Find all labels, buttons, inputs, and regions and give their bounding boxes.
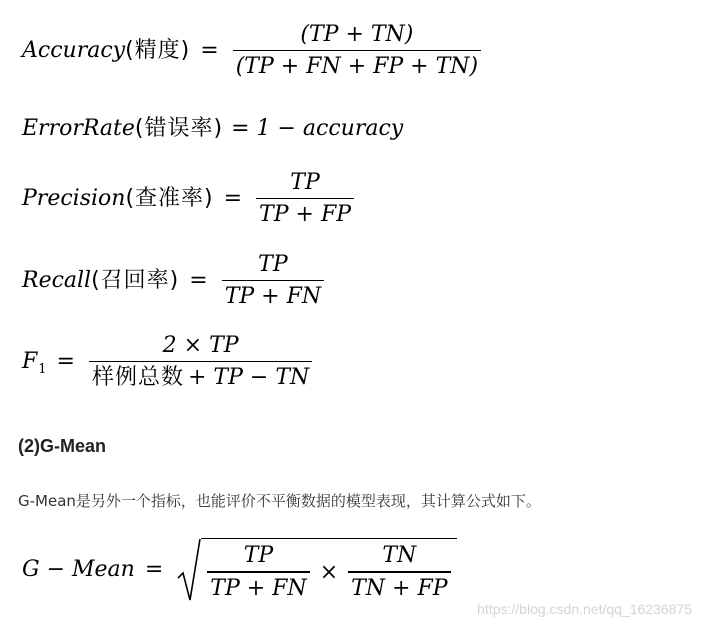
radical-sign-icon bbox=[177, 538, 201, 602]
gmean-fraction-2 bbox=[348, 545, 450, 599]
square-root-body bbox=[201, 538, 456, 602]
error-rate-formula bbox=[22, 118, 403, 140]
f1-numerator: 2 × TP bbox=[162, 333, 239, 358]
f1-fraction bbox=[89, 335, 312, 389]
fraction-bar bbox=[89, 361, 312, 362]
f1-lhs bbox=[22, 349, 47, 378]
fraction-bar bbox=[256, 198, 354, 199]
accuracy-cn-label: (精度) bbox=[125, 38, 191, 64]
precision-denominator: TP + FP bbox=[259, 202, 352, 228]
watermark: https://blog.csdn.net/qq_16236875 bbox=[477, 601, 692, 617]
gmean-numerator-2: TN bbox=[382, 543, 417, 569]
f1-symbol: F bbox=[22, 349, 38, 375]
section-heading: (2)G-Mean bbox=[18, 436, 107, 456]
recall-fraction bbox=[222, 254, 324, 308]
gmean-description: G-Mean是另外一个指标，也能评价不平衡数据的模型表现，其计算公式如下。 bbox=[18, 492, 541, 510]
error-rate-lhs: ErrorRate bbox=[22, 116, 135, 141]
precision-equals: = bbox=[223, 186, 243, 212]
precision-formula bbox=[22, 172, 358, 226]
f1-equals: = bbox=[56, 349, 75, 375]
gmean-fraction-1 bbox=[207, 545, 309, 599]
f1-subscript: 1 bbox=[38, 362, 47, 378]
recall-equals: = bbox=[189, 268, 208, 294]
f1-formula bbox=[22, 335, 316, 389]
gmean-denominator-2: TN + FP bbox=[351, 575, 448, 601]
f1-denominator-rest: + TP − TN bbox=[188, 365, 310, 391]
square-root bbox=[177, 538, 456, 602]
fraction-bar bbox=[348, 571, 450, 572]
fraction-bar bbox=[233, 50, 481, 51]
accuracy-fraction bbox=[233, 24, 481, 78]
accuracy-formula bbox=[22, 24, 485, 78]
error-rate-rhs: = 1 − accuracy bbox=[231, 116, 404, 141]
gmean-formula bbox=[22, 538, 457, 602]
precision-lhs: Precision bbox=[22, 186, 126, 212]
gmean-numerator-1: TP bbox=[243, 543, 274, 569]
error-rate-cn-label: (错误率) bbox=[134, 116, 224, 141]
precision-numerator: TP bbox=[290, 170, 320, 195]
gmean-equals: = bbox=[144, 557, 164, 582]
recall-denominator: TP + FN bbox=[224, 284, 322, 310]
times-sign: × bbox=[319, 559, 339, 585]
fraction-bar bbox=[207, 571, 309, 572]
f1-denominator-cn: 样例总数 bbox=[91, 365, 184, 391]
f1-denominator bbox=[89, 367, 312, 389]
precision-cn-label: (查准率) bbox=[125, 186, 214, 212]
gmean-lhs: G − Mean bbox=[22, 557, 135, 582]
recall-numerator: TP bbox=[258, 252, 288, 277]
accuracy-denominator: (TP + FN + FP + TN) bbox=[235, 54, 479, 80]
recall-cn-label: (召回率) bbox=[91, 268, 180, 294]
recall-formula bbox=[22, 254, 328, 308]
gmean-denominator-1: TP + FN bbox=[210, 575, 307, 601]
fraction-bar bbox=[222, 280, 324, 281]
accuracy-lhs: Accuracy bbox=[22, 38, 126, 64]
precision-fraction bbox=[256, 172, 354, 226]
recall-lhs: Recall bbox=[22, 268, 92, 294]
accuracy-numerator: (TP + TN) bbox=[300, 22, 414, 47]
accuracy-equals: = bbox=[200, 38, 219, 64]
